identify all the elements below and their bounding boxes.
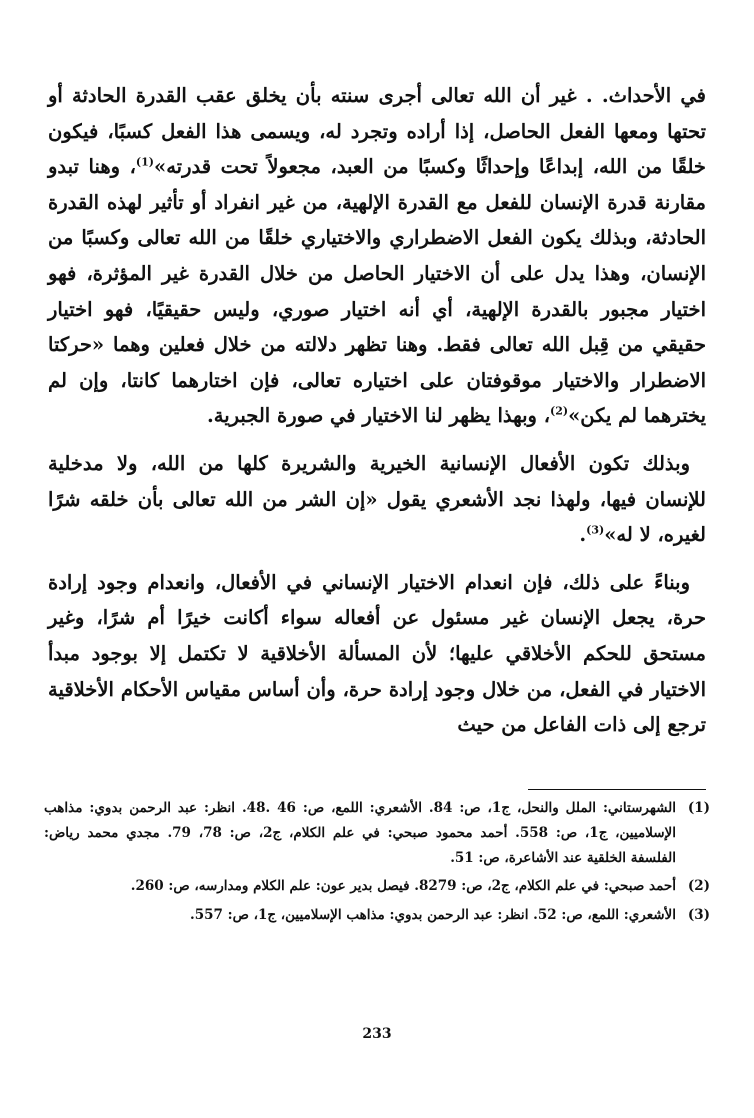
footnote xyxy=(44,874,710,899)
paragraph-text: ، وهنا تبدو مقارنة قدرة الإنسان للفعل مع القدرة الإلهية، من غير انفراد أو تأثير لهذه القدرة الحادثة، وبذلك يكون الفعل الاضطراري والاختياري خلقًا من الله تعالى وكسبًا من الإنسان، وهذا يدل على أن الاختيار الحاصل من خلال القدرة غير المؤثرة، فهو اختيار مجبور بالقدرة الإلهية، أي أنه اختيار صوري، وليس حقيقيًا، فهو اختيار حقيقي من قِبل الله تعالى فقط. وهنا تظهر دلالته من خلال فعلين وهما «حركتا الاضطرار والاختيار موقوفتان على اختياره تعالى، فإن اختارهما كانتا، وإن لم يخترهما لم يكن» xyxy=(48,155,706,428)
footnote-number: (1) xyxy=(687,800,710,816)
footnote-text: الأشعري: اللمع، ص: 52. انظر: عبد الرحمن بدوي: مذاهب الإسلاميين، ج1، ص: 557. xyxy=(190,907,676,924)
paragraph xyxy=(48,565,706,743)
paragraph-text: في الأحداث. . غير أن الله تعالى أجرى سنته بأن يخلق عقب القدرة الحادثة أو تحتها ومعها الفعل الحاصل، إذا أراده وتجرد له، ويسمى هذا الفعل كسبًا، فيكون خلقًا من الله، إبداعًا وإحداثًا وكسبًا من العبد، مجعولاً تحت قدرته» xyxy=(48,84,706,179)
paragraph-text: وبذلك تكون الأفعال الإنسانية الخيرية والشريرة كلها من الله، ولا مدخلية للإنسان فيها، ولهذا نجد الأشعري يقول «إن الشر من الله تعالى بأن خلقه شرًا لغيره، لا له» xyxy=(48,451,706,547)
paragraph-text: ، وبهذا يظهر لنا الاختيار في صورة الجبرية. xyxy=(206,404,551,428)
paragraph-text: وبناءً على ذلك، فإن انعدام الاختيار الإنساني في الأفعال، وانعدام وجود إرادة حرة، يجعل الإنسان غير مسئول عن أفعاله سواء أكانت خيرًا أم شرًا، وغير مستحق للحكم الأخلاقي عليها؛ لأن المسألة الأخلاقية لا تكتمل إلا بوجود مبدأ الاختيار في الفعل، من خلال وجود إرادة حرة، وأن أساس مقياس الأحكام الأخلاقية ترجع إلى ذات الفاعل من حيث xyxy=(48,570,706,737)
footnote-divider xyxy=(528,789,706,790)
footnote-number: (3) xyxy=(687,907,710,924)
footnote-text: الشهرستاني: الملل والنحل، ج1، ص: 84. الأشعري: اللمع، ص: 46 .48. انظر: عبد الرحمن بدوي: مذاهب الإسلاميين، ج1، ص: 558. أحمد محمود صبحي: في علم الكلام، ج2، ص: 78، 79. مجدي محمد رياض: الفلسفة الخلقية عند الأشاعرة، ص: 51. xyxy=(44,800,677,866)
paragraph xyxy=(48,78,706,434)
footnote-ref: (3) xyxy=(586,523,605,537)
footnote-text: أحمد صبحي: في علم الكلام، ج2، ص: 8279. فيصل بدير عون: علم الكلام ومدارسه، ص: 260. xyxy=(130,878,676,895)
footnote xyxy=(44,903,710,928)
paragraph-text: . xyxy=(579,523,587,547)
paragraph xyxy=(48,446,706,553)
footnote-ref: (1) xyxy=(135,155,154,169)
page-number: 233 xyxy=(362,1026,392,1042)
body-text xyxy=(48,78,706,743)
footnote xyxy=(44,796,710,870)
footnote-ref: (2) xyxy=(550,404,569,418)
footnotes xyxy=(44,796,710,932)
footnote-number: (2) xyxy=(687,878,710,895)
